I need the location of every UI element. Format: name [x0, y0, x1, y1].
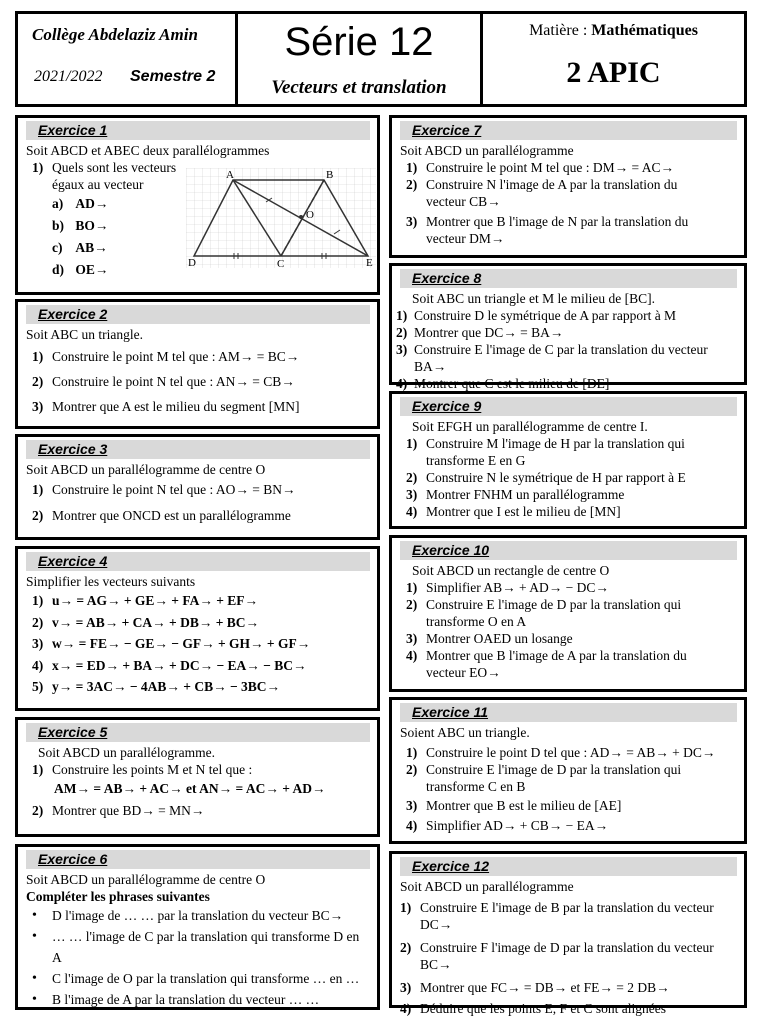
exercise-4 [15, 546, 380, 711]
exercise-7 [389, 115, 747, 258]
exercise-1 [15, 115, 380, 295]
header-school-cell [18, 14, 238, 104]
question: 1) Quels sont les vecteurs [32, 160, 177, 175]
exercise-title: Exercice 8 [400, 269, 737, 288]
question: 1) Simplifier AB→ + AD→ − DC→ [406, 580, 609, 595]
question: 1) Construire le point N tel que : AO→ = BN→ [32, 482, 296, 497]
point-label-o: O [306, 209, 314, 221]
exercise-intro: Soient ABC un triangle. [400, 725, 530, 740]
subject: Mathématiques [591, 22, 698, 39]
exercise-intro: Soit ABCD un parallélogramme. [38, 745, 215, 760]
exercise-intro: Soit ABCD un parallélogramme [400, 879, 574, 894]
header-title-cell [238, 14, 483, 104]
serie-title: Série 12 [284, 20, 434, 64]
question: 3) Construire E l'image de C par la translation du vecteur BA→ [396, 342, 708, 374]
exercise-11 [389, 697, 747, 844]
question: 4) Montrer que B l'image de A par la translation du [406, 648, 687, 663]
exercise-title: Exercice 11 [400, 703, 737, 722]
subject-line [483, 22, 744, 40]
exercise-8 [389, 263, 747, 391]
exercise-intro: Soit ABC un triangle. [26, 327, 144, 342]
question: 5) y→ = 3AC→ − 4AB→ + CB→ − 3BC→ [32, 679, 281, 694]
option: d) OE→ [52, 262, 109, 277]
list-item: • … … l'image de C par la translation qui transforme D en A [26, 926, 370, 968]
question-cont: vecteur CB→ [426, 194, 501, 209]
exercise-intro: Soit ABCD un parallélogramme de centre O [26, 872, 266, 887]
exercise-intro: Soit ABCD un rectangle de centre O [412, 563, 610, 578]
point-label-d: D [188, 257, 196, 268]
exercise-intro: Simplifier les vecteurs suivants [26, 574, 196, 589]
question: 3) Montrer que B l'image de N par la translation du [406, 214, 689, 229]
exercise-title: Exercice 6 [26, 850, 370, 869]
question: 1) Construire M l'image de H par la translation qui [406, 436, 685, 451]
exercise-9 [389, 391, 747, 529]
option: a) AD→ [52, 196, 109, 211]
exercise-subtitle: Compléter les phrases suivantes [26, 889, 210, 904]
question: 2) Montrer que BD→ = MN→ [32, 803, 205, 818]
question: 1) Construire les points M et N tel que : [32, 762, 253, 777]
question: 2) Montrer que ONCD est un parallélogramme [32, 508, 291, 523]
question-cont: transforme O en A [426, 614, 527, 629]
option: c) AB→ [52, 240, 108, 255]
question-cont: transforme C en B [426, 779, 526, 794]
question: 4) Montrer que C est le milieu de [DE] [396, 376, 610, 391]
semester: Semestre 2 [130, 68, 216, 85]
chapter-title: Vecteurs et translation [271, 77, 447, 98]
point-label-b: B [326, 169, 334, 181]
exercise-6 [15, 844, 380, 1010]
exercise-title: Exercice 7 [400, 121, 737, 140]
question-cont: vecteur DM→ [426, 231, 505, 246]
exercise-title: Exercice 9 [400, 397, 737, 416]
question: 3) Montrer que A est le milieu du segment [MN] [32, 399, 300, 414]
header-box [15, 11, 747, 107]
question: 3) Montrer FNHM un parallélogramme [406, 487, 625, 502]
question: 1) Construire E l'image de B par la translation du vecteur DC→ [400, 900, 714, 932]
exercise-title: Exercice 5 [26, 723, 370, 742]
question: 3) w→ = FE→ − GE→ − GF→ + GH→ + GF→ [32, 636, 311, 651]
exercise-intro: Soit EFGH un parallélogramme de centre I. [412, 419, 648, 434]
question: 1) Construire le point M tel que : AM→ = BC→ [32, 349, 300, 364]
question: 3) Montrer que FC→ = DB→ et FE→ = 2 DB→ [400, 980, 670, 995]
list-item: • B l'image de A par la translation du vecteur … … [26, 989, 370, 1010]
question: 1) Construire D le symétrique de A par rapport à M [396, 308, 677, 323]
question-cont: égaux au vecteur [52, 177, 144, 192]
exercise-intro: Soit ABCD et ABEC deux parallélogrammes [26, 143, 270, 158]
question: 4) Déduire que les points E, F et C sont alignées [400, 1001, 666, 1016]
question: 1) Construire le point M tel que : DM→ = AC→ [406, 160, 674, 175]
question: 2) Construire E l'image de D par la translation qui [406, 762, 682, 777]
exercise-2 [15, 299, 380, 429]
option: b) BO→ [52, 218, 109, 233]
exercise-title: Exercice 2 [26, 305, 370, 324]
exercise-intro: Soit ABCD un parallélogramme de centre O [26, 462, 266, 477]
question-equation: AM→ = AB→ + AC→ et AN→ = AC→ + AD→ [54, 781, 326, 796]
parallelogram-figure [186, 168, 376, 268]
question: 4) x→ = ED→ + BA→ + DC→ − EA→ − BC→ [32, 657, 307, 673]
question: 2) Construire N le symétrique de H par rapport à E [406, 470, 686, 485]
question: 4) Montrer que I est le milieu de [MN] [406, 504, 621, 519]
exercise-intro: Soit ABC un triangle et M le milieu de [BC]. [412, 291, 655, 306]
header-subject-cell [483, 14, 744, 104]
school-year: 2021/2022 [34, 68, 103, 85]
exercise-intro: Soit ABCD un parallélogramme [400, 143, 574, 158]
question: 2) Construire N l'image de A par la translation du [406, 177, 678, 192]
question: 2) Construire le point N tel que : AN→ = CB→ [32, 374, 295, 389]
question-cont: vecteur EO→ [426, 665, 501, 680]
exercise-3 [15, 434, 380, 540]
question: 2) Construire F l'image de D par la translation du vecteur BC→ [400, 940, 714, 972]
list-item: • C l'image de O par la translation qui transforme … en … [26, 968, 370, 989]
question: 4) Simplifier AD→ + CB→ − EA→ [406, 818, 609, 833]
question: 2) Montrer que DC→ = BA→ [396, 325, 564, 340]
class-name: 2 APIC [566, 56, 661, 89]
exercise-title: Exercice 10 [400, 541, 737, 560]
exercise-10 [389, 535, 747, 692]
exercise-title: Exercice 1 [26, 121, 370, 140]
exercise-12 [389, 851, 747, 1016]
question-cont: transforme E en G [426, 453, 526, 468]
question: 2) Construire E l'image de D par la translation qui [406, 597, 682, 612]
subject-label: Matière : [529, 22, 592, 39]
question: 3) Montrer que B est le milieu de [AE] [406, 798, 622, 813]
exercise-title: Exercice 3 [26, 440, 370, 459]
exercise-title: Exercice 12 [400, 857, 737, 876]
point-label-e: E [366, 257, 373, 268]
point-label-c: C [277, 258, 285, 268]
question: 1) Construire le point D tel que : AD→ = AB→ + DC→ [406, 745, 716, 760]
school-name: Collège Abdelaziz Amin [32, 25, 198, 44]
exercise-title: Exercice 4 [26, 552, 370, 571]
question: 1) u→ = AG→ + GE→ + FA→ + EF→ [32, 593, 259, 608]
exercise-5 [15, 717, 380, 837]
list-item: • D l'image de … … par la translation du vecteur BC→ [26, 905, 370, 926]
question: 2) v→ = AB→ + CA→ + DB→ + BC→ [32, 614, 260, 630]
question: 3) Montrer OAED un losange [406, 631, 573, 646]
point-label-a: A [226, 169, 234, 181]
